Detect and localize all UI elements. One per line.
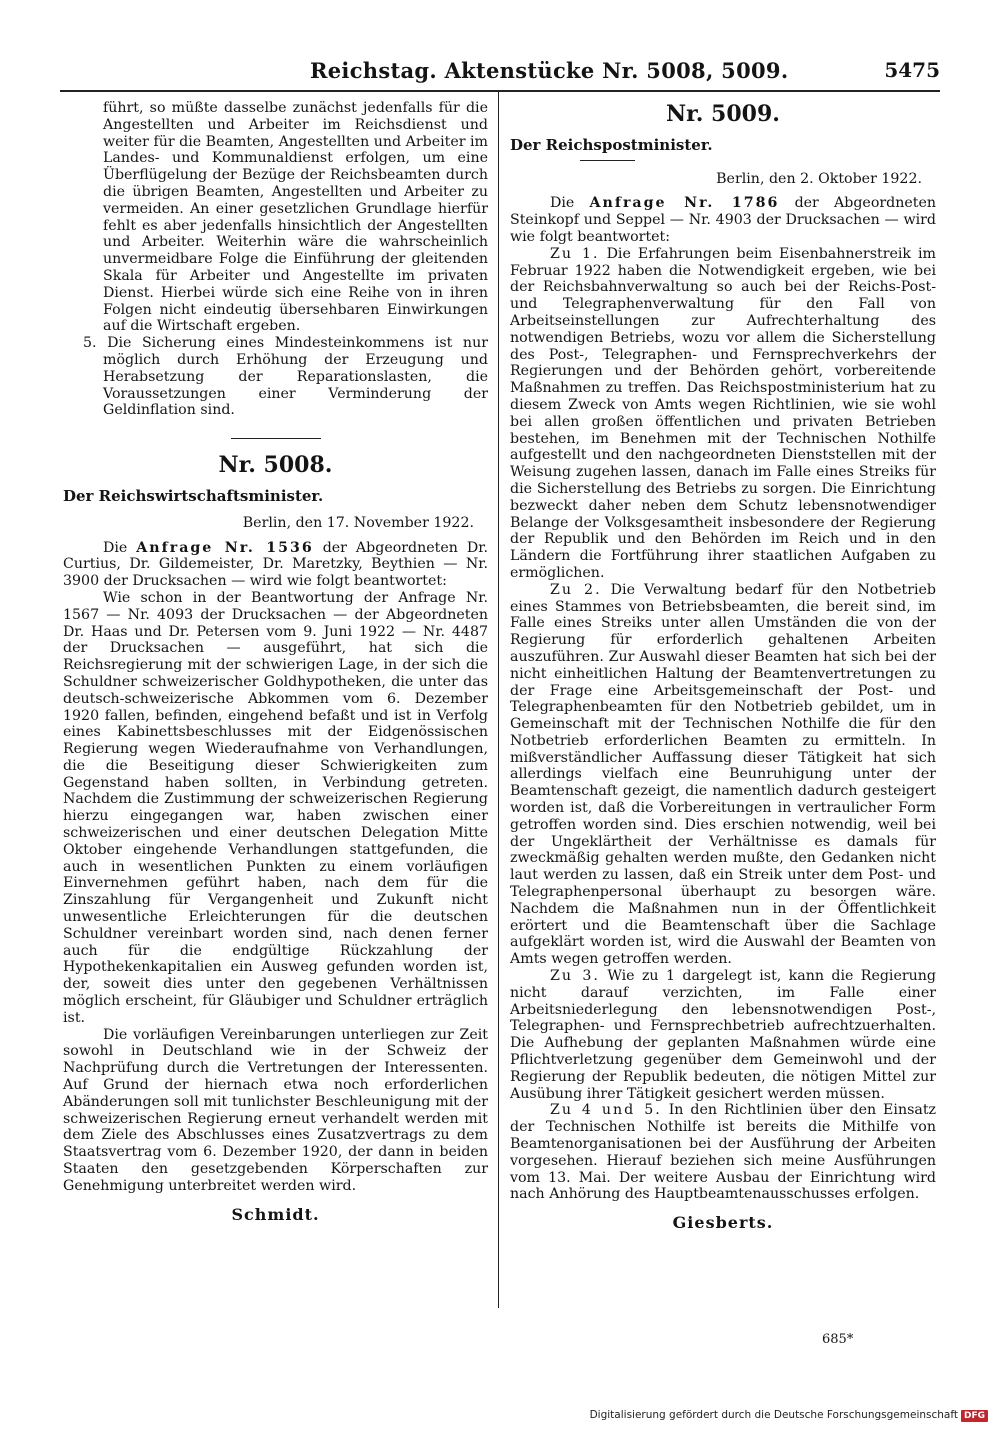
minister-heading: Der Reichswirtschaftsminister.	[63, 486, 324, 505]
minister-rule	[580, 160, 635, 161]
letter-date: Berlin, den 17. November 1922.	[242, 514, 474, 531]
answer-zu-4-5: Zu 4 und 5. In den Richtlinien über den Einsatz der Technischen Nothilfe ist bereits die Mithilfe von Beamtenorganisationen bei der Ausführung der Arbeiten vorgesehen. Hierauf beziehen sich meine Ausführungen vom 13. Mai. Der weitere Ausbau der Einrichtung wird nach Anhörung des Hauptbeamtenausschusses erfolgen.	[510, 1102, 937, 1203]
dfg-logo: DFG	[961, 1410, 988, 1422]
signature: Schmidt.	[231, 1204, 320, 1224]
sheet-number: 685*	[822, 1332, 854, 1347]
right-column	[510, 100, 936, 1232]
document-number-5009: Nr. 5009.	[666, 101, 780, 127]
inquiry-intro: Die Anfrage Nr. 1536 der Abgeordneten Dr. Curtius, Dr. Gildemeister, Dr. Maretzky, Beythien — Nr. 3900 der Drucksachen — wird wie folgt beantwortet:	[63, 539, 488, 590]
inquiry-reference: Anfrage Nr. 1786	[589, 195, 780, 212]
minister-heading: Der Reichspostminister.	[510, 135, 713, 154]
answer-paragraph-2: Die vorläufigen Vereinbarungen unterliegen zur Zeit sowohl in Deutschland wie in der Schweiz der Nachprüfung durch die Vertretungen der Interessenten. Auf Grund der hiernach etwa noch erforderlichen Abänderungen soll mit tunlichster Beschleunigung mit der schweizerischen Regierung erneut verhandelt werden mit dem Ziele des Abschlusses eines Zusatzvertrags zu dem Staatsvertrag vom 6. Dezember 1920, der dann in beiden Staaten den gesetzgebenden Körperschaften zur Genehmigung unterbreitet werden wird.	[63, 1026, 488, 1194]
page-header	[60, 58, 940, 84]
document-number-5008: Nr. 5008.	[218, 452, 333, 479]
header-rule	[60, 90, 940, 92]
inquiry-reference: Anfrage Nr. 1536	[136, 539, 314, 556]
section-divider	[231, 438, 321, 439]
list-item-5: 5. Die Sicherung eines Mindesteinkommens ist nur möglich durch Erhöhung der Erzeugung und Herabsetzung der Reparationslasten, die Voraussetzungen einer Verminderung der Geldinflation sind.	[83, 335, 488, 419]
page-number: 5475	[884, 58, 940, 82]
signature: Giesberts.	[672, 1213, 774, 1233]
answer-zu-2: Zu 2. Die Verwaltung bedarf für den Notbetrieb eines Stammes von Betriebsbeamten, die bereit sind, im Falle eines Streiks unter allen Umständen die von der Regierung für erforderlich gehaltenen Arbeiten auszuführen. Zur Auswahl dieser Beamten hat sich bei der nicht einheitlichen Haltung der Beamtenvertretungen zu der Frage eine Arbeitsgemeinschaft der Post- und Telegraphenbeamten für den Notbetrieb gebildet, um in Gemeinschaft mit der Technischen Nothilfe die für den Notbetrieb erforderlichen Beamten zu ermitteln. In mißverständlicher Auffassung dieser Tätigkeit hat sich allerdings vielfach eine Beunruhigung unter der Beamtenschaft gezeigt, die namentlich dadurch gesteigert worden ist, daß die Vorbereitungen in vertraulicher Form getroffen worden sind. Dies erschien notwendig, weil bei der Ungeklärtheit der Verhältnisse es damals für zweckmäßig gehalten werden mußte, den Gedanken nicht laut werden zu lassen, daß ein Streik unter dem Post- und Telegraphenpersonal überhaupt zu besorgen wäre. Nachdem die Maßnahmen nun in der Öffentlichkeit erörtert und die Beamtenschaft über die Sachlage aufgeklärt worden ist, wird die Auswahl der Beamten von Amts wegen getroffen werden.	[510, 581, 937, 968]
answer-zu-1: Zu 1. Die Erfahrungen beim Eisenbahnerstreik im Februar 1922 haben die Notwendigkeit ergeben, wie bei der Reichsbahnverwaltung so auch bei der Reichs-Post- und Telegraphenverwaltung für den Fall von Arbeitseinstellungen zur Aufrechterhaltung des notwendigen Betriebs, wozu vor allem die Sicherstellung des Post-, Telegraphen- und Fernsprechverkehrs der Regierungen und der Behörden gehört, vorbereitende Maßnahmen zu treffen. Das Reichspostministerium hat zu diesem Zweck von Amts wegen Richtlinien, wie sie wohl bei allen großen öffentlichen und privaten Betrieben bestehen, im Benehmen mit der Technischen Nothilfe aufgestellt und den nachgeordneten Dienststellen mit der Weisung zugehen lassen, danach im Falle eines Streiks für die Sicherstellung des Betriebs zu sorgen. Die Einrichtung bezweckt daher neben dem Schutz lebensnotwendiger Belange der Volksgesamtheit insbesondere der Regierung der Republik und den Behörden im Reich und in den Ländern die Fortführung ihrer staatlichen Aufgaben zu ermöglichen.	[510, 245, 937, 581]
running-title: Reichstag. Aktenstücke Nr. 5008, 5009.	[310, 58, 789, 83]
answer-zu-3: Zu 3. Wie zu 1 dargelegt ist, kann die Regierung nicht darauf verzichten, im Falle einer Arbeitsniederlegung den lebensnotwendigen Post-, Telegraphen- und Fernsprechbetrieb aufrechtzuerhalten. Die Aufhebung der geplanten Maßnahmen würde eine Pflichtverletzung gegenüber dem Gemeinwohl und der Regierung der Republik bedeuten, die nötigen Mittel zur Ausübung ihrer Tätigkeit gesichert werden müssen.	[510, 968, 936, 1102]
inquiry-intro: Die Anfrage Nr. 1786 der Abgeordneten Steinkopf und Seppel — Nr. 4903 der Drucksachen — wird wie folgt beantwortet:	[510, 195, 937, 245]
column-divider	[498, 92, 499, 1308]
letter-date: Berlin, den 2. Oktober 1922.	[716, 170, 922, 187]
left-column	[63, 100, 488, 1223]
continued-paragraph: führt, so müßte dasselbe zunächst jedenfalls für die Angestellten und Arbeiter im Reichsdienst und weiter für die Beamten, Angestellten und Arbeiter im Landes- und Kommunaldienst erfolgen, um eine Überflügelung der Bezüge der Reichsbeamten durch die übrigen Beamten, Angestellten und Arbeiter zu vermeiden. An einer gesetzlichen Grundlage hierfür fehlt es aber jedenfalls hinsichtlich der Angestellten und Arbeiter. Weiterhin wäre die wahrscheinlich unvermeidbare Folge die Einführung der gleitenden Skala für Arbeiter und Angestellte im privaten Dienst. Hierbei würde sich eine Reihe von in ihren Folgen nicht eindeutig übersehbaren Einwirkungen auf die Wirtschaft ergeben.	[103, 100, 489, 335]
answer-paragraph-1: Wie schon in der Beantwortung der Anfrage Nr. 1567 — Nr. 4093 der Drucksachen — der Abgeordneten Dr. Haas und Dr. Petersen vom 9. Juni 1922 — Nr. 4487 der Drucksachen — ausgeführt, hat sich die Reichsregierung mit der schwierigen Lage, in der sich die Schuldner schweizerischer Goldhypotheken, die unter das deutsch-schweizerische Abkommen vom 6. Dezember 1920 fallen, befinden, eingehend befaßt und ist in Verfolg eines Kabinettsbeschlusses mit der Eidgenössischen Regierung wegen Wiederaufnahme von Verhandlungen, die die Beseitigung dieser Schwierigkeiten zum Gegenstand haben sollten, in Verbindung getreten. Nachdem die Zustimmung der schweizerischen Regierung hierzu eingegangen war, haben zwischen einer schweizerischen und einer deutschen Delegation Mitte Oktober eingehende Verhandlungen stattgefunden, die auch in wesentlichen Punkten zu einem vorläufigen Einvernehmen geführt haben, nach dem für die Zinszahlung für Vergangenheit und Zukunft nicht unwesentliche Erleichterungen für die deutschen Schuldner vereinbart worden sind, nach denen ferner auch für die endgültige Rückzahlung der Hypothekenkapitalien ein Ausweg gefunden worden ist, der, soweit dies unter den gegebenen Verhältnissen möglich erscheint, für Gläubiger und Schuldner erträglich ist.	[63, 589, 488, 1026]
digitization-credit: Digitalisierung gefördert durch die Deutsche Forschungsgemeinschaft DFG	[590, 1409, 988, 1422]
